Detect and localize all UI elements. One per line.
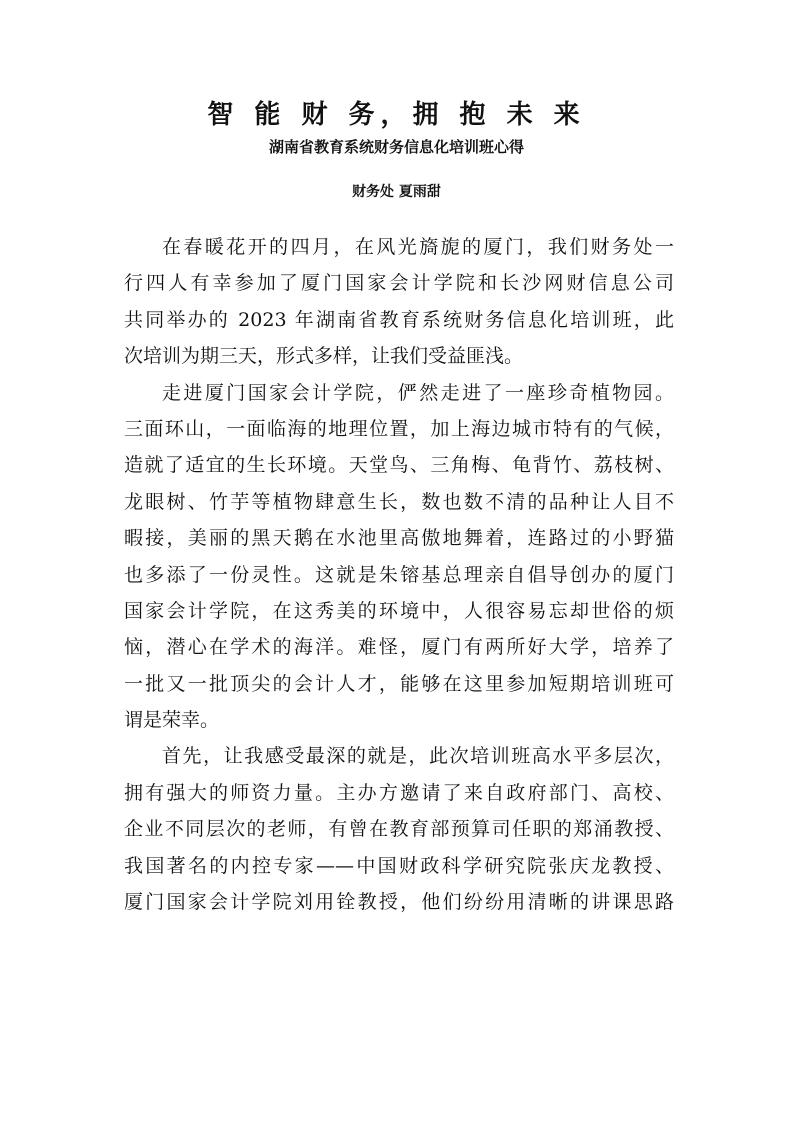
paragraph	[124, 375, 674, 739]
paragraph-line: 企业不同层次的老师，有曾在教育部预算司任职的郑涌教授、	[124, 818, 674, 841]
paragraph-line: 我国著名的内控专家——中国财政科学研究院张庆龙教授、	[124, 854, 674, 877]
document-body	[124, 229, 674, 920]
paragraph-line: 国家会计学院，在这秀美的环境中，人很容易忘却世俗的烦	[124, 599, 674, 622]
paragraph	[124, 229, 674, 375]
paragraph-line: 龙眼树、竹芋等植物肆意生长，数也数不清的品种让人目不	[124, 490, 674, 513]
document-author: 财务处 夏雨甜	[352, 184, 441, 200]
paragraph-line: 共同举办的 2023 年湖南省教育系统财务信息化培训班，此	[124, 308, 674, 331]
document-subtitle: 湖南省教育系统财务信息化培训班心得	[268, 138, 524, 156]
document-title: 智 能 财 务，拥 抱 未 来	[207, 100, 586, 130]
paragraph-line: 谓是荣幸。	[124, 709, 220, 732]
paragraph-line: 首先，让我感受最深的就是，此次培训班高水平多层次，	[162, 745, 674, 768]
paragraph-line: 在春暖花开的四月，在风光旖旎的厦门，我们财务处一	[162, 236, 674, 258]
paragraph-line: 行四人有幸参加了厦门国家会计学院和长沙网财信息公司	[124, 272, 674, 295]
paragraph-line: 暇接，美丽的黑天鹅在水池里高傲地舞着，连路过的小野猫	[124, 527, 674, 550]
paragraph-line: 一批又一批顶尖的会计人才，能够在这里参加短期培训班可	[124, 672, 674, 695]
paragraph-line: 厦门国家会计学院刘用铨教授，他们纷纷用清晰的讲课思路	[124, 891, 674, 914]
paragraph-line: 造就了适宜的生长环境。天堂鸟、三角梅、龟背竹、荔枝树、	[124, 454, 674, 477]
paragraph-line: 走进厦门国家会计学院，俨然走进了一座珍奇植物园。	[162, 381, 674, 404]
paragraph	[124, 738, 674, 920]
paragraph-line: 三面环山，一面临海的地理位置，加上海边城市特有的气候，	[124, 417, 674, 440]
paragraph-line: 次培训为期三天，形式多样，让我们受益匪浅。	[124, 345, 524, 368]
paragraph-line: 拥有强大的师资力量。主办方邀请了来自政府部门、高校、	[124, 781, 674, 804]
paragraph-line: 恼，潜心在学术的海洋。难怪，厦门有两所好大学，培养了	[124, 636, 674, 659]
paragraph-line: 也多添了一份灵性。这就是朱镕基总理亲自倡导创办的厦门	[124, 563, 674, 586]
